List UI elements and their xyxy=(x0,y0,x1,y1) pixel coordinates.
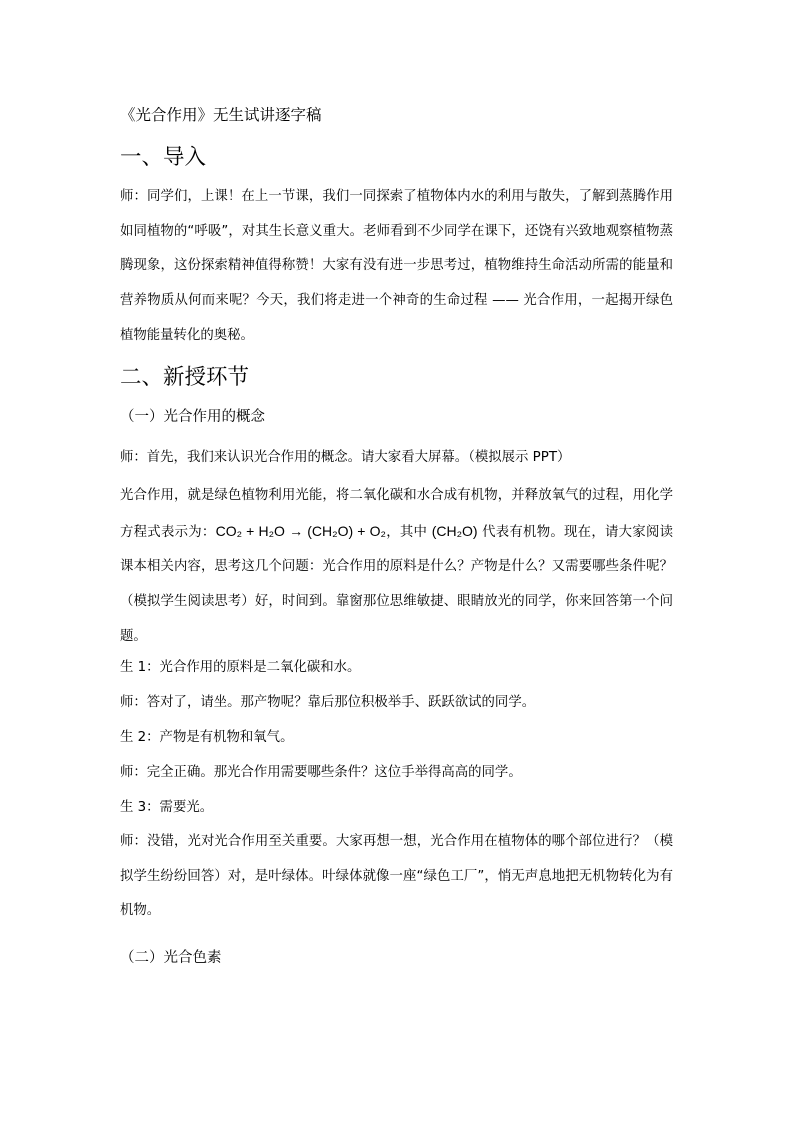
dialogue-line-teacher-2: 师：答对了，请坐。那产物呢？靠后那位积极举手、跃跃欲试的同学。 xyxy=(120,695,536,710)
organic-matter-formula: (CH₂O) xyxy=(431,522,478,539)
closing-paragraph: 师：没错，光对光合作用至关重要。大家再想一想，光合作用在植物体的哪个部位进行？（模拟学生纷纷回答）对，是叶绿体。叶绿体就像一座“绿色工厂”，悄无声息地把无机物转化为有机物。 xyxy=(120,834,673,919)
concept-text-middle: ，其中 xyxy=(385,524,432,540)
dialogue-line-student-1: 生 1：光合作用的原料是二氧化碳和水。 xyxy=(120,660,361,675)
concept-text-after: 代表有机物。现在，请大家阅读课本相关内容，思考这几个问题：光合作用的原料是什么？产物是什么？又需要哪些条件呢？（模拟学生阅读思考）好，时间到。靠窗那位思维敏捷、眼睛放光的同学，你来回答第一个问题。 xyxy=(120,524,673,644)
section-heading-introduction: 一、导入 xyxy=(120,145,207,170)
section-heading-new-lesson: 二、新授环节 xyxy=(120,365,250,390)
document-page xyxy=(120,0,673,1122)
document-title: 《光合作用》无生试讲逐字稿 xyxy=(120,106,322,124)
teacher-intro-line: 师：首先，我们来认识光合作用的概念。请大家看大屏幕。（模拟展示 PPT） xyxy=(120,450,571,465)
concept-text-before: 光合作用，就是绿色植物利用光能，将二氧化碳和水合成有机物，并释放氧气的过程，用化学方程式表示为： xyxy=(120,488,673,540)
dialogue-line-teacher-3: 师：完全正确。那光合作用需要哪些条件？这位手举得高高的同学。 xyxy=(120,765,522,780)
introduction-paragraph: 师：同学们，上课！在上一节课，我们一同探索了植物体内水的利用与散失，了解到蒸腾作用如同植物的“呼吸”，对其生长意义重大。老师看到不少同学在课下，还饶有兴致地观察植物蒸腾现象，这份探索精神值得称赞！大家有没有进一步思考过，植物维持生命活动所需的能量和营养物质从何而来呢？今天，我们将走进一个神奇的生命过程 —— 光合作用，一起揭开绿色植物能量转化的奥秘。 xyxy=(120,189,673,343)
subsection-heading-concept: （一）光合作用的概念 xyxy=(120,409,265,425)
subsection-heading-pigments: （二）光合色素 xyxy=(120,950,222,966)
chemical-equation: CO₂ + H₂O → (CH₂O) + O₂ xyxy=(215,522,386,539)
dialogue-line-student-3: 生 3：需要光。 xyxy=(120,800,214,815)
dialogue-line-student-2: 生 2：产物是有机物和氧气。 xyxy=(120,730,294,745)
concept-paragraph xyxy=(120,479,673,655)
